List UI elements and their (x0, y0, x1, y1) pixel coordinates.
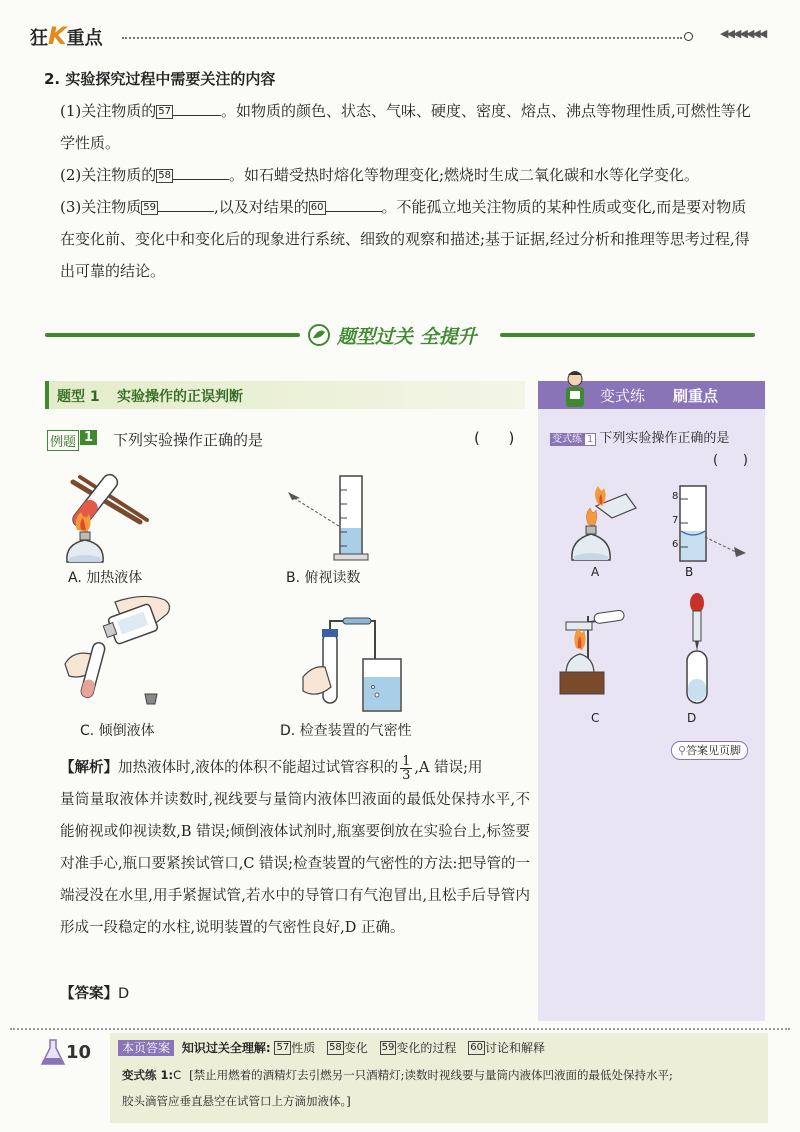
footer-line1: 本页答案 知识过关全理解: 57 性质 58 变化 59 变化的过程 60 讨论和解释 (118, 1039, 545, 1056)
section2-item-1: (1)关注物质的 57 。如物质的颜色、状态、气味、硬度、密度、熔点、沸点等物理性质,可燃性等化学性质。 (60, 102, 751, 152)
blank-num-59: 59 (143, 202, 156, 213)
sidebar-cyl-tick-6: 6 (672, 539, 679, 550)
banner-line-right (500, 333, 755, 337)
sidebar-label-d: D (687, 711, 697, 725)
sidebar-b-illustration (668, 481, 758, 566)
sidebar-header-b: 刷重点 (673, 387, 719, 405)
option-d-label: D. 检查装置的气密性 (280, 723, 412, 739)
header-dot-icon (684, 32, 693, 41)
logo-k: K (48, 22, 67, 50)
option-a-illustration (45, 462, 175, 567)
sidebar-question-text: 下列实验操作正确的是 (599, 431, 730, 446)
flask-icon (40, 1038, 66, 1066)
example-paren: ( ) (474, 429, 515, 447)
banner-line-left (45, 333, 300, 337)
section2-item-3: (3)关注物质 59 ,以及对结果的 60 。不能孤立地关注物质的某种性质或变化,而是要对物质在变化前、变化中和变化后的现象进行系统、细致的观察和描述;基于证据,经过分析和推理等思考过程,得出可靠的结论。 (60, 198, 750, 280)
banner-leaf-icon (307, 323, 331, 347)
sidebar-d-illustration (673, 591, 723, 706)
logo-post: 重点 (66, 28, 103, 49)
footer-line3: 胶头滴管应垂直悬空在试管口上方滴加液体。] (122, 1094, 351, 1108)
blank-num-60: 60 (310, 202, 324, 213)
fill-blank (158, 197, 214, 212)
option-b-illustration (280, 470, 380, 565)
type1-bar (45, 381, 525, 409)
sidebar-label-b: B (685, 565, 694, 579)
analysis-label: 【解析】 (60, 760, 118, 776)
answer-value: D (118, 986, 130, 1002)
sidebar-header-a: 变式练 (600, 387, 646, 405)
analysis-line1: 【解析】加热液体时,液体的体积不能超过试管容积的 $\frac{1}{3}$ ,A 错误;用 (60, 753, 483, 783)
answer-label: 【答案】 (60, 986, 118, 1002)
student-icon (560, 369, 590, 409)
type1-accent (45, 381, 49, 409)
fill-blank (326, 197, 382, 212)
answer-line (60, 978, 129, 1010)
page-number-block (40, 1038, 100, 1068)
blank-num-58: 58 (158, 170, 171, 181)
option-c-label: C. 倾倒液体 (80, 723, 155, 739)
logo-pre: 狂 (30, 28, 48, 49)
section2-item-2: (2)关注物质的 58 。如石蜡受热时熔化等物理变化;燃烧时生成二氧化碳和水等化学变化。 (60, 166, 700, 184)
header-dotted-line (122, 37, 682, 39)
footer-lead: 知识过关全理解: (181, 1041, 271, 1055)
blank-num-57: 57 (158, 106, 171, 117)
fraction: $\frac{1}{3}$ (402, 753, 411, 783)
answer-hint-text: 答案见页脚 (686, 744, 742, 757)
sidebar-paren: ( ) (713, 453, 748, 468)
sidebar-c-illustration (558, 596, 648, 696)
sidebar-question (550, 427, 760, 446)
answer-hint-badge[interactable] (671, 741, 748, 760)
example-num: 1 (80, 430, 97, 445)
fill-blank (173, 101, 221, 116)
type1-title: 实验操作的正误判断 (117, 389, 243, 405)
example-header (47, 428, 525, 452)
sidebar-label-c: C (591, 711, 600, 725)
key-icon: ⚲ (678, 744, 687, 757)
sidebar-label-a: A (591, 565, 600, 579)
section2-title: 2. 实验探究过程中需要关注的内容 (44, 70, 276, 88)
option-a-label: A. 加热液体 (68, 570, 143, 586)
header-logo (30, 22, 103, 50)
sidebar-panel (538, 381, 765, 1021)
sidebar-header (538, 381, 765, 409)
header-arrows-icon: ◀◀◀◀◀◀◀ (720, 27, 766, 40)
fill-blank (173, 165, 229, 180)
option-c-illustration (55, 592, 185, 712)
sidebar-tag: 变式练 (552, 434, 582, 445)
example-tag: 例题 (47, 430, 79, 451)
sidebar-a-illustration (558, 476, 648, 566)
option-d-illustration (295, 615, 425, 715)
example-question: 下列实验操作正确的是 (113, 431, 264, 449)
type1-label: 题型 1 (57, 389, 100, 405)
analysis-body: 量筒量取液体并读数时,视线要与量筒内液体凹液面的最低处保持水平,不能俯视或仰视读数,B 错误;倾倒液体试剂时,瓶塞要倒放在实验台上,标签要对准手心,瓶口要紧挨试管口,C 错误;检查装置的气密性的方法:把导管的一端浸没在水里,用手紧握试管,若水中的导管口有气泡冒出,且松手后导管内形成一段稳定的水柱,说明装置的气密性良好,D 正确。 (60, 792, 530, 936)
footer-dotted (10, 1028, 790, 1030)
sidebar-cyl-tick-8: 8 (672, 491, 679, 502)
footer-line2: 变式练 1:C [禁止用燃着的酒精灯去引燃另一只酒精灯;读数时视线要与量筒内液体凹液面的最低处保持水平; (122, 1068, 673, 1082)
section-banner (45, 320, 755, 350)
sidebar-num: 1 (584, 433, 596, 446)
footer-answer-box (110, 1033, 768, 1123)
page-number: 10 (66, 1042, 92, 1063)
page-header (30, 22, 775, 52)
footer-tag: 本页答案 (118, 1040, 174, 1056)
sidebar-cyl-tick-7: 7 (672, 515, 679, 526)
option-b-label: B. 俯视读数 (286, 570, 361, 586)
banner-title: 题型过关 全提升 (337, 326, 477, 348)
